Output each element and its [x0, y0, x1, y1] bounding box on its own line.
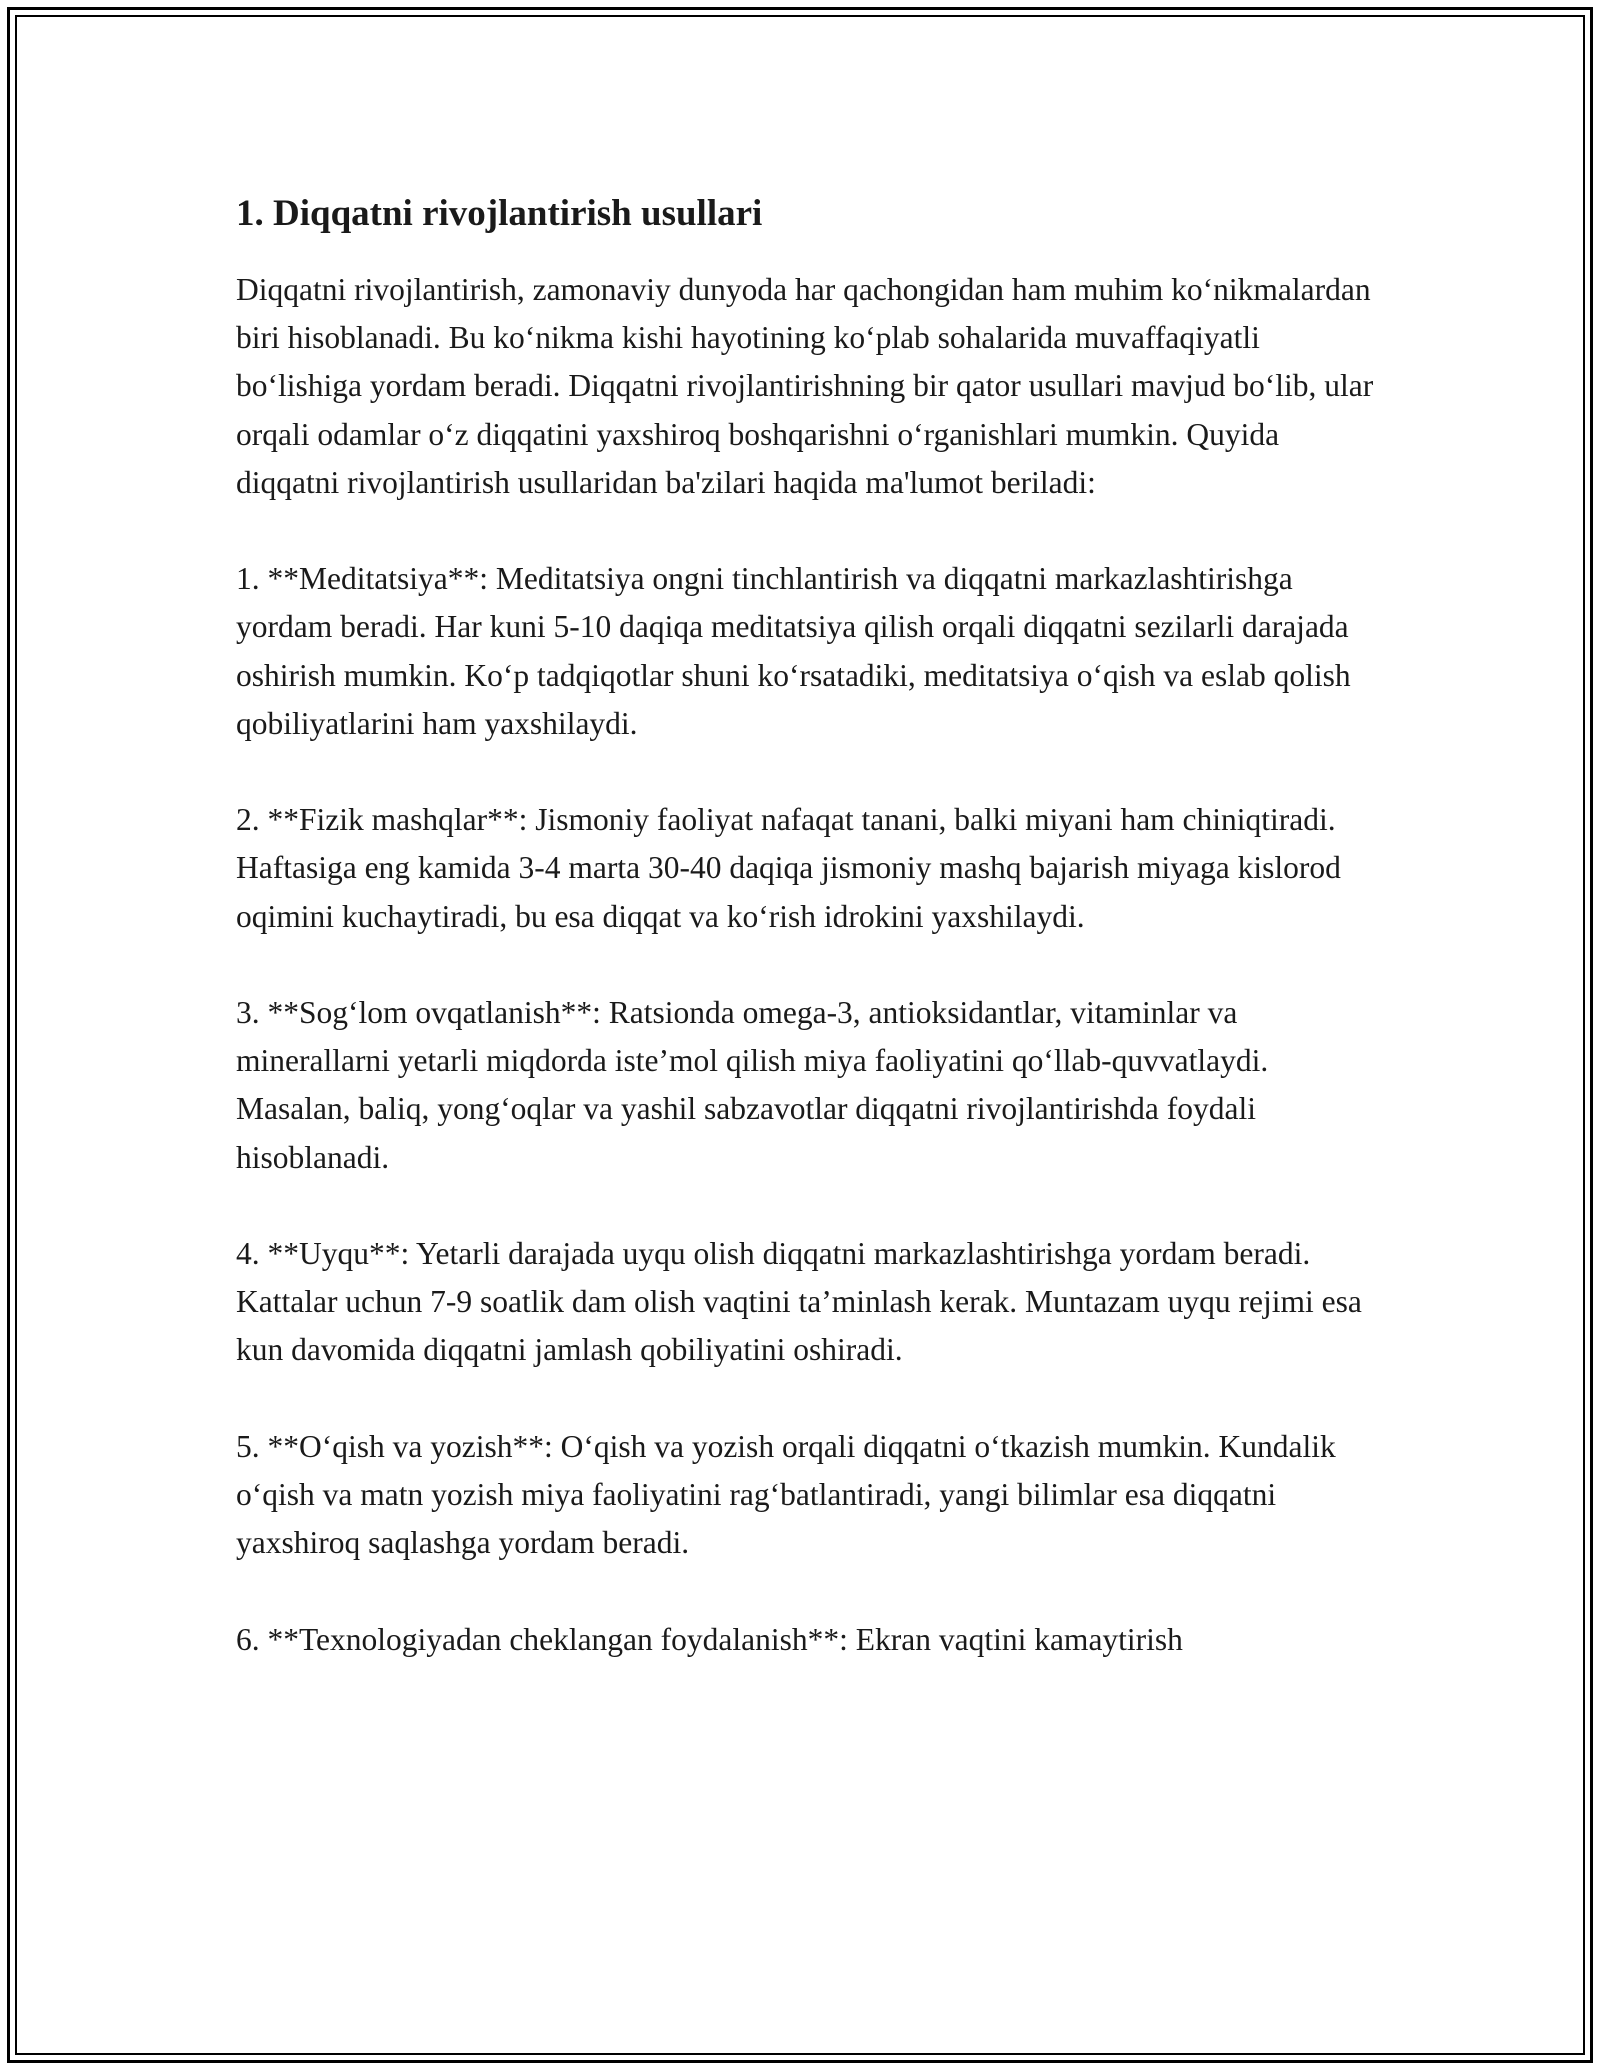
- paragraph-healthy-eating: 3. **Sog‘lom ovqatlanish**: Ratsionda omega-3, antioksidantlar, vitaminlar va minerallarni yetarli miqdorda iste’mol qilish miya faoliyatini qo‘llab-quvvatlaydi. Masalan, baliq, yong‘oqlar va yashil sabzavotlar diqqatni rivojlantirishda foydali hisoblanadi.: [236, 995, 1269, 1175]
- paragraph-reading-writing: 5. **O‘qish va yozish**: O‘qish va yozish orqali diqqatni o‘tkazish mumkin. Kundalik o‘qish va matn yozish miya faoliyatini rag‘batlantiradi, yangi bilimlar esa diqqatni yaxshiroq saqlashga yordam beradi.: [236, 1428, 1336, 1561]
- paragraph-sleep: 4. **Uyqu**: Yetarli darajada uyqu olish diqqatni markazlashtirishga yordam beradi. Kattalar uchun 7-9 soatlik dam olish vaqtini ta’minlash kerak. Muntazam uyqu rejimi esa kun davomida diqqatni jamlash qobiliyatini oshiradi.: [236, 1236, 1362, 1368]
- document-body: [236, 188, 1386, 1664]
- paragraph-meditation: 1. **Meditatsiya**: Meditatsiya ongni tinchlantirish va diqqatni markazlashtirishga yordam beradi. Har kuni 5-10 daqiqa meditatsiya qilish orqali diqqatni sezilarli darajada oshirish mumkin. Ko‘p tadqiqotlar shuni ko‘rsatadiki, meditatsiya o‘qish va eslab qolish qobiliyatlarini ham yaxshilaydi.: [236, 561, 1351, 741]
- paragraph-limited-technology: 6. **Texnologiyadan cheklangan foydalanish**: Ekran vaqtini kamaytirish: [236, 1621, 1183, 1657]
- paragraph-physical-exercise: 2. **Fizik mashqlar**: Jismoniy faoliyat nafaqat tanani, balki miyani ham chiniqtiradi. Haftasiga eng kamida 3-4 marta 30-40 daqiqa jismoniy mashq bajarish miyaga kislorod oqimini kuchaytiradi, bu esa diqqat va ko‘rish idrokini yaxshilaydi.: [236, 802, 1341, 934]
- document-title: 1. Diqqatni rivojlantirish usullari: [236, 193, 763, 234]
- paragraph-intro: Diqqatni rivojlantirish, zamonaviy dunyoda har qachongidan ham muhim ko‘nikmalardan biri hisoblanadi. Bu ko‘nikma kishi hayotining ko‘plab sohalarida muvaffaqiyatli bo‘lishiga yordam beradi. Diqqatni rivojlantirishning bir qator usullari mavjud bo‘lib, ular orqali odamlar o‘z diqqatini yaxshiroq boshqarishni o‘rganishlari mumkin. Quyida diqqatni rivojlantirish usullaridan ba'zilari haqida ma'lumot beriladi:: [236, 272, 1374, 500]
